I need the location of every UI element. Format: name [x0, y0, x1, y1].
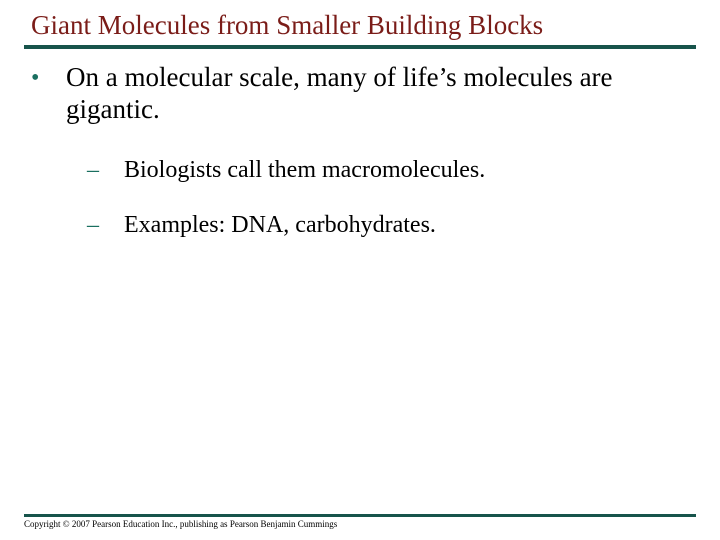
bullet-item: [31, 61, 691, 125]
footer-divider: [24, 514, 696, 517]
sub-bullet-text: Examples: DNA, carbohydrates.: [124, 212, 436, 238]
sub-bullet-marker: –: [87, 212, 99, 238]
copyright-notice: Copyright © 2007 Pearson Education Inc., publishing as Pearson Benjamin Cummings: [24, 519, 338, 529]
bullet-marker: •: [31, 65, 40, 91]
sub-bullet-text: Biologists call them macromolecules.: [124, 157, 486, 183]
sub-bullet-item: [87, 154, 687, 186]
sub-bullet-item: [87, 209, 687, 241]
sub-bullet-marker: –: [87, 157, 99, 183]
slide-title: Giant Molecules from Smaller Building Blocks: [31, 10, 544, 40]
bullet-text: On a molecular scale, many of life’s molecules are gigantic.: [66, 62, 613, 124]
title-divider: [24, 45, 696, 49]
